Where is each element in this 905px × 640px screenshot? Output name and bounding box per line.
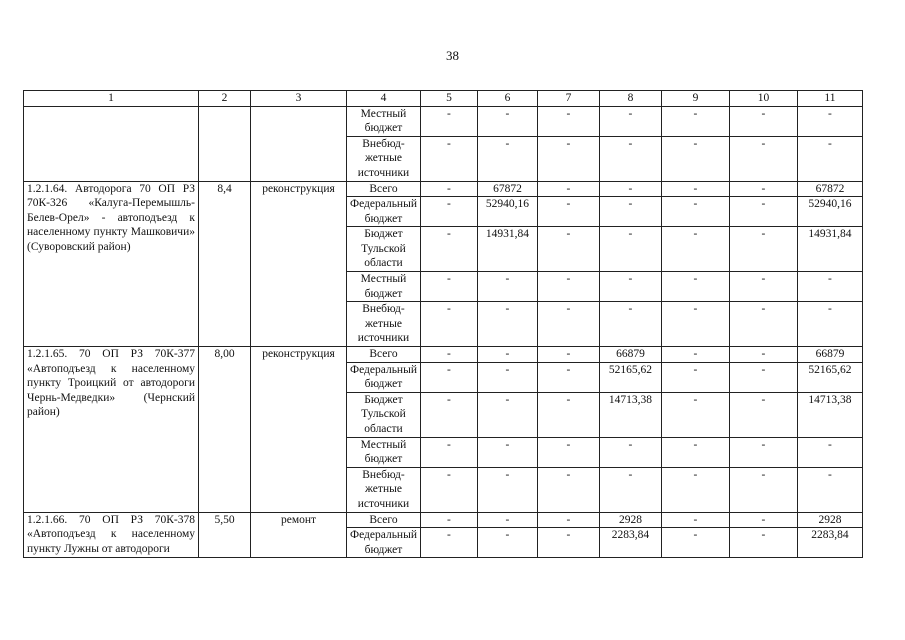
funding-source: Всего <box>347 512 421 528</box>
value-cell-c8: 2928 <box>599 512 661 528</box>
value-cell-c6: - <box>477 467 537 512</box>
value-cell-c10: - <box>729 392 797 437</box>
funding-source: Федеральный бюджет <box>347 528 421 558</box>
value-cell-c9: - <box>661 437 729 467</box>
value-cell-c7: - <box>537 181 599 197</box>
table-row <box>24 106 863 136</box>
value-cell-c7: - <box>537 197 599 227</box>
table-body <box>24 106 863 558</box>
object-title: 1.2.1.66. 70 ОП РЗ 70К-378 «Автоподъезд к населенному пункту Лужны от автодороги <box>24 512 199 558</box>
value-cell-c11: - <box>797 467 862 512</box>
value-cell-c7: - <box>537 392 599 437</box>
funding-source: Бюджет Тульской области <box>347 392 421 437</box>
value-cell-c8: - <box>599 272 661 302</box>
value-cell-c8: - <box>599 302 661 347</box>
header-cell: 9 <box>661 91 729 107</box>
funding-table <box>23 90 863 558</box>
header-cell: 11 <box>797 91 862 107</box>
value-cell-c10: - <box>729 136 797 181</box>
value-cell-c8: 52165,62 <box>599 362 661 392</box>
work-type: ремонт <box>251 512 347 558</box>
value-cell-c11: - <box>797 136 862 181</box>
value-cell-c7: - <box>537 467 599 512</box>
header-cell: 7 <box>537 91 599 107</box>
value-cell-c7: - <box>537 106 599 136</box>
funding-source: Местный бюджет <box>347 437 421 467</box>
funding-source: Внебюд-жетные источники <box>347 467 421 512</box>
value-cell-c7: - <box>537 528 599 558</box>
value-cell-c10: - <box>729 272 797 302</box>
header-cell: 2 <box>199 91 251 107</box>
value-cell-c10: - <box>729 302 797 347</box>
table-row <box>24 347 863 363</box>
header-cell: 8 <box>599 91 661 107</box>
value-cell-c5: - <box>420 392 477 437</box>
value-cell-c11: - <box>797 302 862 347</box>
value-cell-c10: - <box>729 181 797 197</box>
value-cell-c10: - <box>729 106 797 136</box>
value-cell-c6: - <box>477 437 537 467</box>
empty-cell <box>199 106 251 181</box>
empty-cell <box>251 106 347 181</box>
value-cell-c5: - <box>420 437 477 467</box>
value-cell-c7: - <box>537 227 599 272</box>
value-cell-c9: - <box>661 392 729 437</box>
value-cell-c7: - <box>537 302 599 347</box>
value-cell-c10: - <box>729 528 797 558</box>
value-cell-c5: - <box>420 227 477 272</box>
value-cell-c7: - <box>537 347 599 363</box>
value-cell-c8: - <box>599 467 661 512</box>
value-cell-c11: - <box>797 272 862 302</box>
value-cell-c6: - <box>477 528 537 558</box>
value-cell-c9: - <box>661 528 729 558</box>
table-row <box>24 512 863 528</box>
funding-source: Местный бюджет <box>347 106 421 136</box>
value-cell-c5: - <box>420 362 477 392</box>
value-cell-c5: - <box>420 467 477 512</box>
value-cell-c10: - <box>729 347 797 363</box>
value-cell-c9: - <box>661 362 729 392</box>
value-cell-c11: 2283,84 <box>797 528 862 558</box>
value-cell-c6: - <box>477 302 537 347</box>
value-cell-c9: - <box>661 347 729 363</box>
value-cell-c6: - <box>477 392 537 437</box>
object-length: 8,00 <box>199 347 251 513</box>
value-cell-c5: - <box>420 512 477 528</box>
value-cell-c7: - <box>537 136 599 181</box>
value-cell-c11: 14931,84 <box>797 227 862 272</box>
value-cell-c5: - <box>420 197 477 227</box>
value-cell-c5: - <box>420 347 477 363</box>
value-cell-c11: 14713,38 <box>797 392 862 437</box>
value-cell-c9: - <box>661 302 729 347</box>
funding-source: Бюджет Тульской области <box>347 227 421 272</box>
header-cell: 1 <box>24 91 199 107</box>
object-length: 8,4 <box>199 181 251 347</box>
value-cell-c10: - <box>729 197 797 227</box>
value-cell-c8: - <box>599 227 661 272</box>
value-cell-c11: 2928 <box>797 512 862 528</box>
value-cell-c7: - <box>537 437 599 467</box>
value-cell-c10: - <box>729 467 797 512</box>
value-cell-c7: - <box>537 362 599 392</box>
funding-source: Внебюд-жетные источники <box>347 136 421 181</box>
value-cell-c11: 52165,62 <box>797 362 862 392</box>
value-cell-c8: 66879 <box>599 347 661 363</box>
value-cell-c6: - <box>477 512 537 528</box>
value-cell-c5: - <box>420 136 477 181</box>
value-cell-c9: - <box>661 197 729 227</box>
value-cell-c5: - <box>420 106 477 136</box>
value-cell-c5: - <box>420 272 477 302</box>
header-cell: 10 <box>729 91 797 107</box>
value-cell-c11: - <box>797 106 862 136</box>
value-cell-c10: - <box>729 362 797 392</box>
value-cell-c8: - <box>599 136 661 181</box>
value-cell-c6: - <box>477 272 537 302</box>
value-cell-c9: - <box>661 227 729 272</box>
value-cell-c6: 67872 <box>477 181 537 197</box>
value-cell-c5: - <box>420 528 477 558</box>
funding-source: Федеральный бюджет <box>347 197 421 227</box>
work-type: реконструкция <box>251 181 347 347</box>
funding-source: Всего <box>347 347 421 363</box>
object-title: 1.2.1.65. 70 ОП РЗ 70К-377 «Автоподъезд к населенному пункту Троицкий от автодороги Чернь-Медведки» (Чернский район) <box>24 347 199 513</box>
value-cell-c9: - <box>661 106 729 136</box>
value-cell-c6: - <box>477 136 537 181</box>
value-cell-c8: - <box>599 197 661 227</box>
value-cell-c8: - <box>599 106 661 136</box>
header-cell: 5 <box>420 91 477 107</box>
value-cell-c8: 14713,38 <box>599 392 661 437</box>
funding-source: Местный бюджет <box>347 272 421 302</box>
value-cell-c7: - <box>537 272 599 302</box>
value-cell-c11: - <box>797 437 862 467</box>
value-cell-c11: 66879 <box>797 347 862 363</box>
value-cell-c5: - <box>420 302 477 347</box>
object-title: 1.2.1.64. Автодорога 70 ОП РЗ 70К-326 «Калуга-Перемышль-Белев-Орел» - автоподъезд к населенному пункту Машковичи» (Суворовский район) <box>24 181 199 347</box>
funding-source: Федеральный бюджет <box>347 362 421 392</box>
value-cell-c10: - <box>729 512 797 528</box>
value-cell-c9: - <box>661 181 729 197</box>
value-cell-c9: - <box>661 136 729 181</box>
value-cell-c7: - <box>537 512 599 528</box>
value-cell-c9: - <box>661 512 729 528</box>
value-cell-c11: 52940,16 <box>797 197 862 227</box>
empty-cell <box>24 106 199 181</box>
value-cell-c11: 67872 <box>797 181 862 197</box>
value-cell-c10: - <box>729 437 797 467</box>
header-row <box>24 91 863 107</box>
header-cell: 4 <box>347 91 421 107</box>
work-type: реконструкция <box>251 347 347 513</box>
value-cell-c8: - <box>599 181 661 197</box>
funding-source: Всего <box>347 181 421 197</box>
page-number: 38 <box>446 48 459 63</box>
value-cell-c8: - <box>599 437 661 467</box>
value-cell-c6: 52940,16 <box>477 197 537 227</box>
value-cell-c9: - <box>661 467 729 512</box>
value-cell-c6: - <box>477 106 537 136</box>
value-cell-c6: 14931,84 <box>477 227 537 272</box>
header-cell: 3 <box>251 91 347 107</box>
value-cell-c6: - <box>477 362 537 392</box>
value-cell-c8: 2283,84 <box>599 528 661 558</box>
header-cell: 6 <box>477 91 537 107</box>
value-cell-c9: - <box>661 272 729 302</box>
table-row <box>24 181 863 197</box>
funding-source: Внебюд-жетные источники <box>347 302 421 347</box>
value-cell-c6: - <box>477 347 537 363</box>
value-cell-c10: - <box>729 227 797 272</box>
object-length: 5,50 <box>199 512 251 558</box>
value-cell-c5: - <box>420 181 477 197</box>
